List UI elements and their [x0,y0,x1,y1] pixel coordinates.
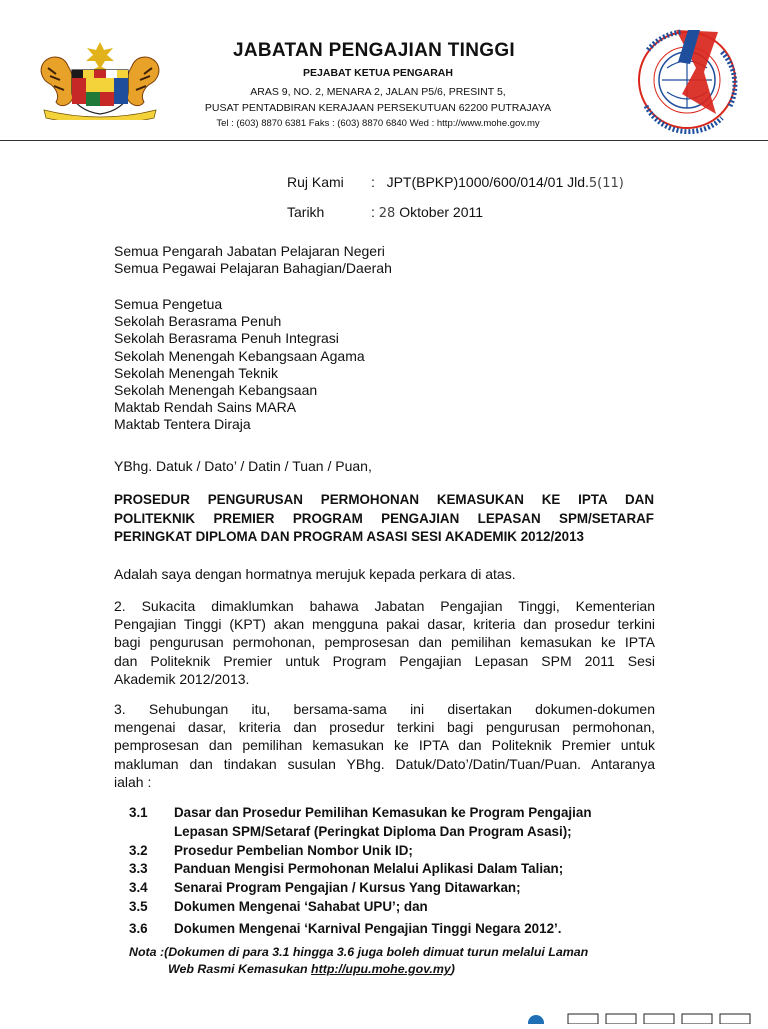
paragraph-line: Pengajian Tinggi (KPT) akan mengguna pakai dasar, kriteria dan prosedur terkini [114,616,655,633]
paragraph-line: 2. Sukacita dimaklumkan bahawa Jabatan Pengajian Tinggi, Kementerian [114,598,655,614]
upu-website-link[interactable]: http://upu.mohe.gov.my [311,962,451,976]
reference-handwritten: 5(11) [588,176,624,191]
address-line-2: PUSAT PENTADBIRAN KERAJAAN PERSEKUTUAN 62200 PUTRAJAYA [204,102,552,114]
document-list [129,804,592,939]
recipient-line: Sekolah Berasrama Penuh Integrasi [114,330,339,347]
subject-line: PERINGKAT DIPLOMA DAN PROGRAM ASASI SESI AKADEMIK 2012/2013 [114,529,584,545]
paragraph-2 [114,597,655,688]
paragraph-line: ialah : [114,773,152,790]
paragraph-line: bagi pengurusan permohonan, pemprosesan dan pemilihan kemasukan ke IPTA [114,634,655,651]
note-prefix: Web Rasmi Kemasukan [168,962,312,976]
recipient-line: Sekolah Menengah Kebangsaan [114,382,318,399]
office-subtitle: PEJABAT KETUA PENGARAH [303,67,453,79]
subject-line: PROSEDUR PENGURUSAN PERMOHONAN KEMASUKAN KE IPTA DAN [114,492,654,507]
note [129,944,588,978]
list-item [129,860,592,879]
list-item-text: Prosedur Pembelian Nombor Unik ID; [174,842,413,858]
contact-line: Tel : (603) 8870 6381 Faks : (603) 8870 6840 Wed : http://www.mohe.gov.my [216,118,540,129]
list-item-text: Dasar dan Prosedur Pemilihan Kemasukan ke Program Pengajian [174,805,592,820]
list-item-number: 3.4 [129,880,148,896]
list-item-text: Dokumen Mengenai ‘Sahabat UPU’; dan [174,898,428,914]
paragraph-line: dan Politeknik Premier untuk Program Pengajian Lepasan SPM 2011 Sesi [114,652,655,669]
agency-title: JABATAN PENGAJIAN TINGGI [232,40,515,61]
date-label: Tarikh [287,204,325,220]
salutation: YBhg. Datuk / Dato’ / Datin / Tuan / Puan, [114,458,372,474]
list-item [129,842,592,861]
list-item [129,879,592,898]
list-item-text: Senarai Program Pengajian / Kursus Yang Ditawarkan; [174,880,521,896]
recipient-line: Sekolah Berasrama Penuh [114,313,282,330]
ministry-logo [626,22,748,139]
date-separator: : [371,204,375,220]
paragraph-line: pemprosesan dan pemilihan kemasukan ke IPTA dan Politeknik Premier untuk [114,737,655,754]
paragraph-line: Akademik 2012/2013. [114,670,250,687]
list-item-number: 3.6 [129,920,148,936]
list-item-continuation: Lepasan SPM/Setaraf (Peringkat Diploma Dan Program Asasi); [174,823,572,839]
reference-value: JPT(BPKP)1000/600/014/01 Jld. [386,174,589,190]
list-item-number: 3.3 [129,861,148,877]
list-item-number: 3.5 [129,898,148,914]
date-row [287,204,483,221]
paragraph-line: makluman dan tindakan susulan YBhg. Datuk/Dato’/Datin/Tuan/Puan. Antaranya [114,755,655,772]
subject-heading [114,491,654,547]
date-value: Oktober 2011 [399,204,484,220]
paragraph-line: mengenai dasar, kriteria dan prosedur terkini bagi pengurusan permohonan, [114,719,655,736]
recipient-line: Semua Pengarah Jabatan Pelajaran Negeri [114,243,385,259]
recipient-line: Semua Pengetua [114,296,223,312]
list-item-text: Panduan Mengisi Permohonan Melalui Aplikasi Dalam Talian; [174,861,564,877]
note-line-1: Nota :(Dokumen di para 3.1 hingga 3.6 juga boleh dimuat turun melalui Laman [129,945,589,959]
address-line-1: ARAS 9, NO. 2, MENARA 2, JALAN P5/6, PRESINT 5, [250,86,506,98]
recipient-line: Maktab Rendah Sains MARA [114,399,297,416]
recipient-line: Sekolah Menengah Teknik [114,364,278,381]
list-item-text: Dokumen Mengenai ‘Karnival Pengajian Tinggi Negara 2012’. [174,920,562,936]
list-item [129,920,592,939]
date-day-handwritten: 28 [378,206,396,221]
list-item [129,804,592,823]
recipients-group-2 [114,296,365,434]
reference-row [287,174,624,191]
list-item-number: 3.1 [129,805,148,820]
paragraph-3 [114,700,655,791]
note-line-2 [129,961,588,978]
recipient-line: Maktab Tentera Diraja [114,416,251,433]
footer-certification-logos [528,1011,764,1029]
list-item [129,898,592,917]
list-item-number: 3.2 [129,842,148,858]
intro-paragraph: Adalah saya dengan hormatnya merujuk kepada perkara di atas. [114,566,516,582]
recipient-line: Semua Pegawai Pelajaran Bahagian/Daerah [114,260,392,277]
reference-label: Ruj Kami [287,174,344,190]
paragraph-line: 3. Sehubungan itu, bersama-sama ini disertakan dokumen-dokumen [114,701,655,717]
recipient-line: Sekolah Menengah Kebangsaan Agama [114,347,365,364]
header-divider [0,140,768,141]
reference-separator: : [371,174,375,190]
subject-line: POLITEKNIK PREMIER PROGRAM PENGAJIAN LEPASAN SPM/SETARAF [114,510,654,526]
note-suffix: ) [450,962,455,976]
recipients-group-1 [114,243,392,277]
